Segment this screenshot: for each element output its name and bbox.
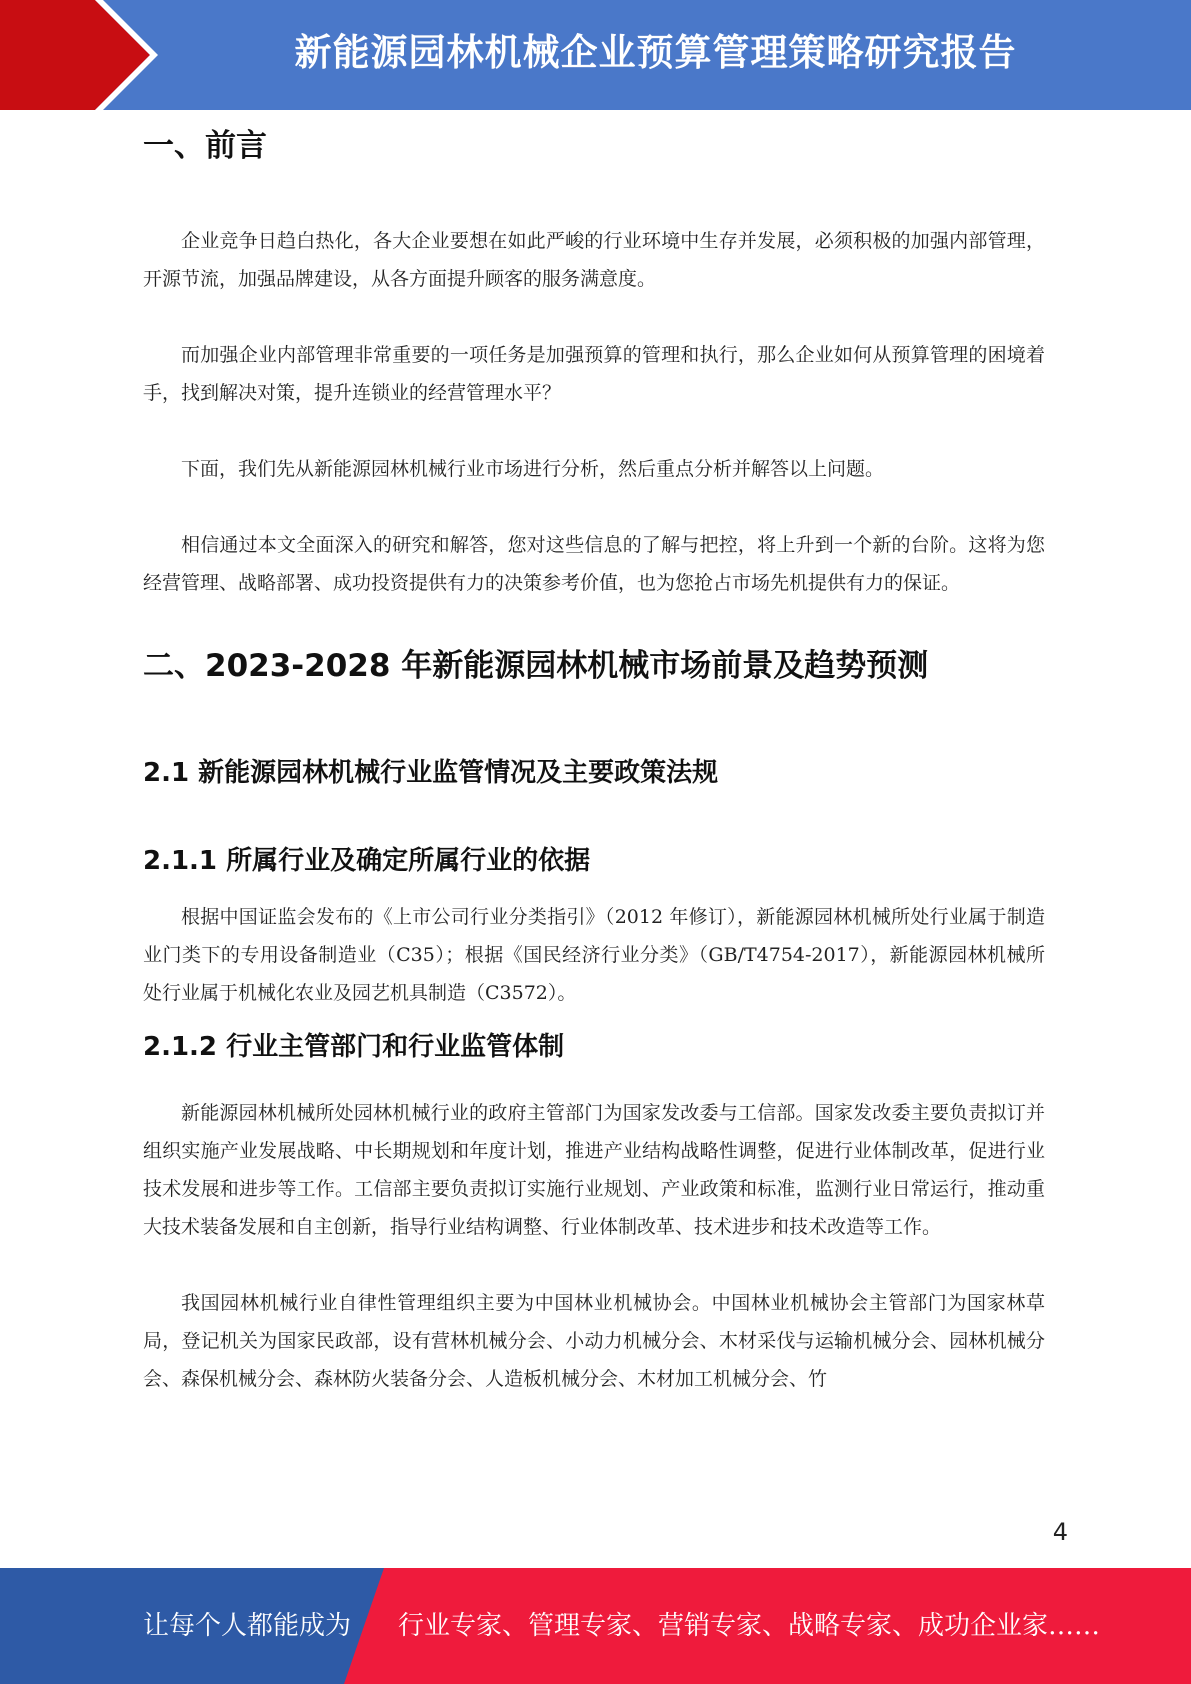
preface-paragraph-3: 下面，我们先从新能源园林机械行业市场进行分析，然后重点分析并解答以上问题。	[181, 458, 885, 480]
header-red-chevron	[0, 0, 150, 110]
subsection-heading-2-1-2: 2.1.2 行业主管部门和行业监管体制	[143, 1032, 565, 1062]
header-banner	[0, 0, 1191, 110]
paragraph-2-1-2-a: 新能源园林机械所处园林机械行业的政府主管部门为国家发改委与工信部。国家发改委主要负责拟订并组织实施产业发展战略、中长期规划和年度计划，推进产业结构战略性调整，促进行业体制改革，促进行业技术发展和进步等工作。工信部主要负责拟订实施行业规划、产业政策和标准，监测行业日常运行，推动重大技术装备发展和自主创新，指导行业结构调整、行业体制改革、技术进步和技术改造等工作。	[143, 1102, 1045, 1238]
footer-slogan-left: 让每个人都能成为	[143, 1611, 352, 1641]
section-heading-preface: 一、前言	[143, 128, 267, 164]
paragraph-2-1-1: 根据中国证监会发布的《上市公司行业分类指引》（2012 年修订），新能源园林机械所处行业属于制造业门类下的专用设备制造业（C35）；根据《国民经济行业分类》（GB/T4754-2017），新能源园林机械所处行业属于机械化农业及园艺机具制造（C3572）。	[143, 906, 1045, 1004]
subsection-heading-2-1-1: 2.1.1 所属行业及确定所属行业的依据	[143, 846, 591, 876]
report-title: 新能源园林机械企业预算管理策略研究报告	[294, 31, 1017, 74]
subsection-heading-2-1: 2.1 新能源园林机械行业监管情况及主要政策法规	[143, 758, 719, 788]
document-body	[143, 128, 1045, 1398]
page-number: 4	[1052, 1518, 1068, 1546]
preface-paragraph-4: 相信通过本文全面深入的研究和解答，您对这些信息的了解与把控，将上升到一个新的台阶。这将为您经营管理、战略部署、成功投资提供有力的决策参考价值，也为您抢占市场先机提供有力的保证。	[143, 534, 1045, 594]
footer-banner	[0, 1568, 1191, 1684]
paragraph-2-1-2-b: 我国园林机械行业自律性管理组织主要为中国林业机械协会。中国林业机械协会主管部门为国家林草局，登记机关为国家民政部，设有营林机械分会、小动力机械分会、木材采伐与运输机械分会、园林机械分会、森保机械分会、森林防火装备分会、人造板机械分会、木材加工机械分会、竹	[143, 1292, 1045, 1390]
footer-slogan-right: 行业专家、管理专家、营销专家、战略专家、成功企业家……	[398, 1611, 1101, 1641]
preface-paragraph-1: 企业竞争日趋白热化，各大企业要想在如此严峻的行业环境中生存并发展，必须积极的加强内部管理，开源节流，加强品牌建设，从各方面提升顾客的服务满意度。	[143, 230, 1045, 290]
preface-paragraph-2: 而加强企业内部管理非常重要的一项任务是加强预算的管理和执行，那么企业如何从预算管理的困境着手，找到解决对策，提升连锁业的经营管理水平？	[143, 344, 1045, 404]
section-heading-outlook: 二、2023-2028 年新能源园林机械市场前景及趋势预测	[143, 648, 929, 684]
